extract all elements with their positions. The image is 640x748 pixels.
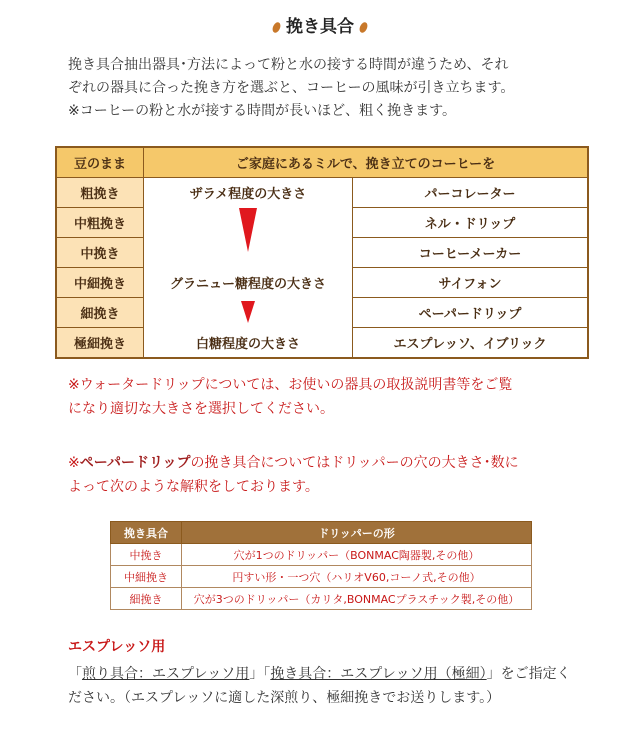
text: 」「	[249, 666, 271, 682]
drip-grind: 中挽き	[111, 544, 182, 566]
note-line: ※ウォータードリップについては、お使いの器具の取扱説明書等をご覧	[68, 377, 513, 393]
column-header: 挽き具合	[111, 522, 182, 544]
dripper-table	[110, 521, 532, 610]
note-text: の挽き具合についてはドリッパーの穴の大きさ･数に	[190, 455, 519, 471]
grind-size: グラニュー糖程度の大きさ	[144, 268, 353, 298]
intro-line: 挽き具合抽出器具･方法によって粉と水の接する時間が違うため、それ	[68, 57, 509, 73]
grind-label: 豆のまま	[56, 147, 144, 178]
section-title-text: 挽き具合	[286, 17, 354, 37]
intro-line: ぞれの器具に合った挽き方を選ぶと、コーヒーの風味が引き立ちます。	[68, 80, 515, 96]
grind-label: 中細挽き	[56, 268, 144, 298]
grind-label: 中粗挽き	[56, 208, 144, 238]
table-row	[56, 268, 588, 298]
grind-size	[144, 208, 353, 238]
intro-text	[68, 54, 588, 123]
table-row	[111, 544, 532, 566]
drip-shape: 穴が1つのドリッパー（BONMAC陶器製,その他）	[182, 544, 532, 566]
note-line: よって次のような解釈をしております。	[68, 479, 319, 495]
grind-size	[144, 298, 353, 328]
grind-table	[55, 146, 589, 359]
text: 」をご指定く	[486, 666, 571, 682]
coffee-bean-icon	[271, 21, 282, 34]
drip-grind: 中細挽き	[111, 566, 182, 588]
espresso-line: ださい。（エスプレッソに適した深煎り、極細挽きでお送りします。）	[68, 690, 501, 706]
grind-device: コーヒーメーカー	[353, 238, 589, 268]
column-header: ドリッパーの形	[182, 522, 532, 544]
grind-device: サイフォン	[353, 268, 589, 298]
note-line: になり適切な大きさを選択してください。	[68, 401, 334, 417]
grind-label: 中挽き	[56, 238, 144, 268]
note-prefix: ※	[68, 455, 80, 471]
note-emphasis: ペーパードリップ	[79, 455, 191, 471]
table-header-row	[111, 522, 532, 544]
grind-device: ペーパードリップ	[353, 298, 589, 328]
espresso-text	[68, 662, 588, 710]
roast-option: 煎り具合：エスプレッソ用	[82, 666, 250, 682]
grind-label: 細挽き	[56, 298, 144, 328]
grind-size: 白糖程度の大きさ	[144, 328, 353, 359]
coffee-bean-icon	[358, 21, 369, 34]
table-row	[56, 147, 588, 178]
grind-device: パーコレーター	[353, 178, 589, 208]
water-drip-note	[68, 373, 598, 421]
table-row	[56, 208, 588, 238]
section-title	[0, 12, 640, 37]
paper-drip-note	[68, 451, 598, 499]
table-row	[111, 566, 532, 588]
grind-option: 挽き具合：エスプレッソ用（極細）	[270, 666, 487, 682]
espresso-line	[68, 662, 588, 686]
espresso-heading: エスプレッソ用	[68, 639, 166, 655]
table-row	[56, 178, 588, 208]
grind-device: エスプレッソ、イブリック	[353, 328, 589, 359]
table-row	[111, 588, 532, 610]
grind-device: ネル・ドリップ	[353, 208, 589, 238]
grind-label: 粗挽き	[56, 178, 144, 208]
drip-shape: 円すい形・一つ穴（ハリオV60,コーノ式,その他）	[182, 566, 532, 588]
text: 「	[68, 666, 82, 682]
down-arrow-icon	[241, 301, 255, 323]
table-row	[56, 328, 588, 359]
bean-description: ご家庭にあるミルで、挽き立てのコーヒーを	[144, 147, 589, 178]
drip-shape: 穴が3つのドリッパー（カリタ,BONMACプラスチック製,その他）	[182, 588, 532, 610]
table-row	[56, 238, 588, 268]
grind-size: ザラメ程度の大きさ	[144, 178, 353, 208]
drip-grind: 細挽き	[111, 588, 182, 610]
down-arrow-icon	[239, 208, 257, 252]
note-line	[68, 451, 598, 475]
grind-label: 極細挽き	[56, 328, 144, 359]
table-row	[56, 298, 588, 328]
intro-line: ※コーヒーの粉と水が接する時間が長いほど、粗く挽きます。	[68, 103, 457, 119]
